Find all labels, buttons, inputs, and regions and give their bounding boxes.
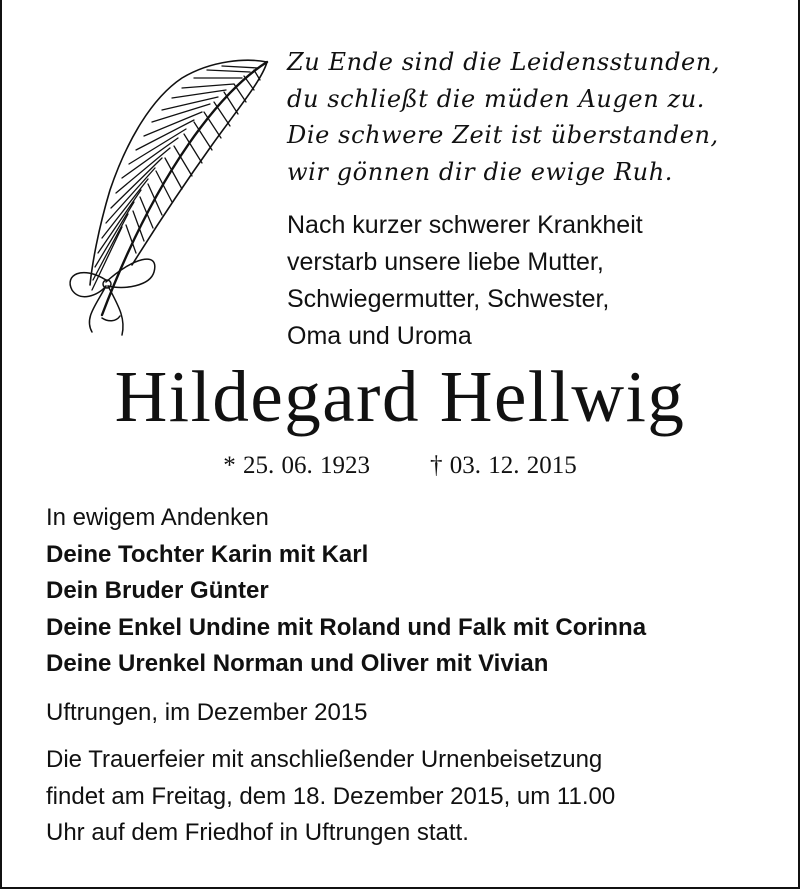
poem-line: Zu Ende sind die Leidensstunden, (287, 48, 721, 76)
funeral-details (46, 742, 786, 852)
funeral-line: findet am Freitag, dem 18. Dezember 2015, um 11.00 (46, 782, 616, 810)
feather-with-ribbon-icon (62, 50, 282, 340)
mourners-list (46, 500, 786, 683)
deceased-name: Hildegard Hellwig (114, 356, 686, 437)
announcement-line: Oma und Uroma (287, 322, 472, 350)
poem-line: Die schwere Zeit ist überstanden, (287, 121, 719, 149)
mourners-intro: In ewigem Andenken (46, 504, 269, 531)
funeral-line: Die Trauerfeier mit anschließender Urnenbeisetzung (46, 746, 603, 773)
announcement-line: Nach kurzer schwerer Krankheit (287, 211, 643, 239)
announcement-line: Schwiegermutter, Schwester, (287, 285, 610, 313)
mourner-line: Deine Tochter Karin mit Karl (46, 540, 369, 568)
poem-line: du schließt die müden Augen zu. (287, 84, 706, 113)
announcement-line: verstarb unsere liebe Mutter, (287, 248, 604, 276)
death-date: † 03. 12. 2015 (430, 452, 577, 479)
life-dates (0, 449, 800, 483)
place-date: Uftrungen, im Dezember 2015 (46, 699, 368, 726)
mourner-line: Deine Urenkel Norman und Oliver mit Vivian (46, 650, 549, 677)
birth-date: * 25. 06. 1923 (223, 452, 370, 479)
mourner-line: Deine Enkel Undine mit Roland und Falk mit Corinna (46, 613, 647, 641)
announcement-text (287, 207, 787, 355)
poem-line: wir gönnen dir die ewige Ruh. (287, 157, 673, 186)
poem-verse (287, 44, 787, 190)
mourner-line: Dein Bruder Günter (46, 577, 269, 604)
funeral-line: Uhr auf dem Friedhof in Uftrungen statt. (46, 819, 469, 846)
